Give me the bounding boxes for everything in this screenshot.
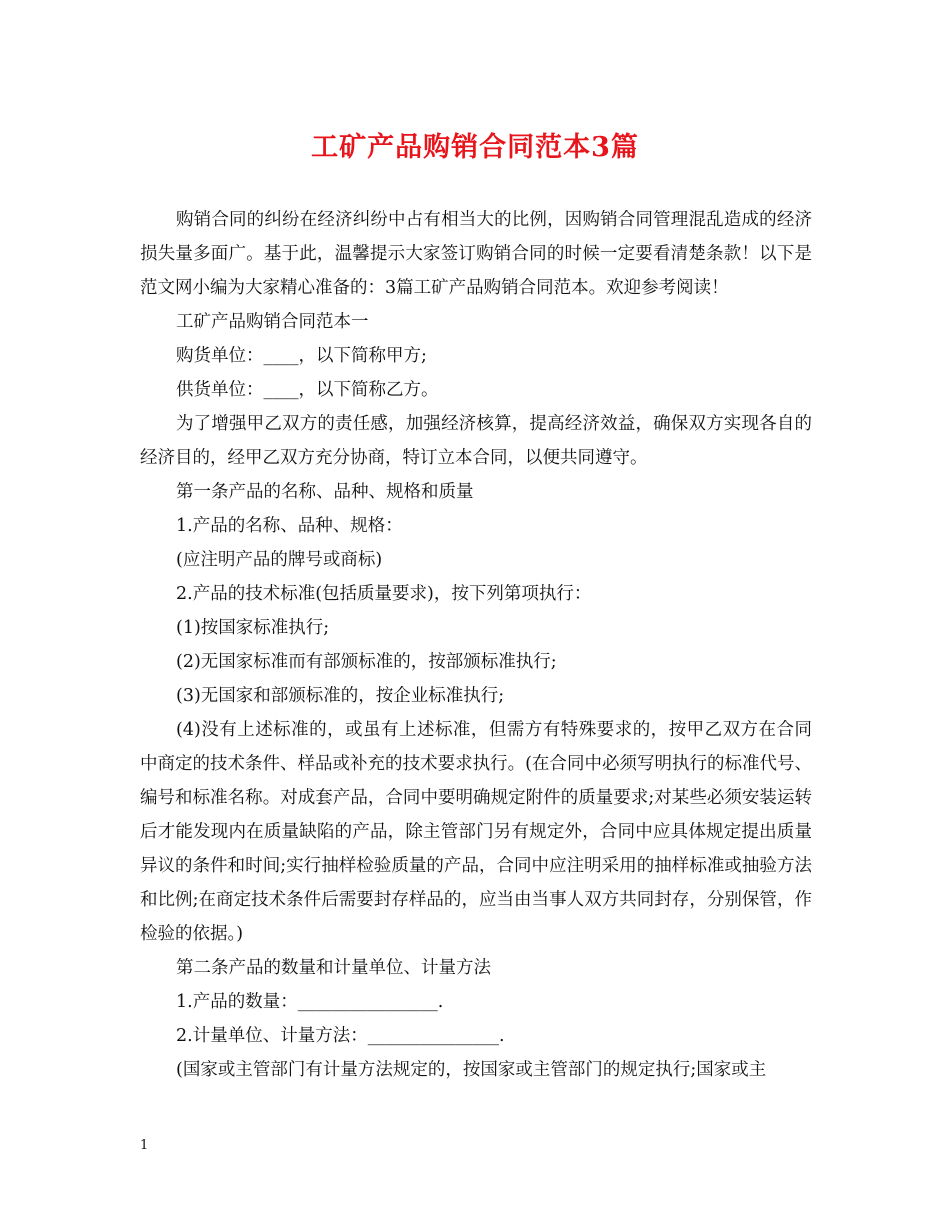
article-heading: 第二条产品的数量和计量单位、计量方法 (176, 958, 491, 978)
paragraph-item: (4)没有上述标准的，或虽有上述标准，但需方有特殊要求的，按甲乙双方在合同中商定的技术条件、样品或补充的技术要求执行。(在合同中必须写明执行的标准代号、编号和标准名称。对成套产品，合同中要明确规定附件的质量要求;对某些必须安装运转后才能发现内在质量缺陷的产品，除主管部门另有规定外，合同中应具体规定提出质量异议的条件和时间;实行抽样检验质量的产品，合同中应注明采用的抽样标准或抽验方法和比例;在商定技术条件后需要封存样品的，应当由当事人双方共同封存，分别保管，作检验的依据。) (140, 720, 812, 944)
paragraph-item: 1.产品的名称、品种、规格： (176, 516, 403, 536)
paragraph-item: (应注明产品的牌号或商标) (176, 550, 383, 570)
paragraph-item: 2.产品的技术标准(包括质量要求)，按下列第项执行： (176, 584, 592, 604)
section-heading: 工矿产品购销合同范本一 (176, 312, 369, 332)
paragraph-item: (国家或主管部门有计量方法规定的，按国家或主管部门的规定执行;国家或主 (176, 1060, 767, 1080)
paragraph-item: 2.计量单位、计量方法：_______________. (176, 1026, 505, 1046)
page-title: 工矿产品购销合同范本3篇 (311, 132, 639, 163)
paragraph-item: (1)按国家标准执行; (176, 618, 330, 638)
paragraph-supplier: 供货单位：____，以下简称乙方。 (176, 380, 439, 400)
paragraph-item: (3)无国家和部颁标准的，按企业标准执行; (176, 686, 505, 706)
page-number: 1 (140, 1138, 149, 1153)
paragraph-item: (2)无国家标准而有部颁标准的，按部颁标准执行; (176, 652, 557, 672)
paragraph-item: 1.产品的数量：________________. (176, 992, 444, 1012)
paragraph-intro: 购销合同的纠纷在经济纠纷中占有相当大的比例，因购销合同管理混乱造成的经济损失量多面广。基于此，温馨提示大家签订购销合同的时候一定要看清楚条款！以下是范文网小编为大家精心准备的：3篇工矿产品购销合同范本。欢迎参考阅读！ (140, 210, 812, 298)
document-body (140, 203, 812, 1087)
paragraph-purpose: 为了增强甲乙双方的责任感，加强经济核算，提高经济效益，确保双方实现各自的经济目的，经甲乙双方充分协商，特订立本合同，以便共同遵守。 (140, 414, 812, 468)
paragraph-buyer: 购货单位：____，以下简称甲方; (176, 346, 427, 366)
article-heading: 第一条产品的名称、品种、规格和质量 (176, 482, 474, 502)
